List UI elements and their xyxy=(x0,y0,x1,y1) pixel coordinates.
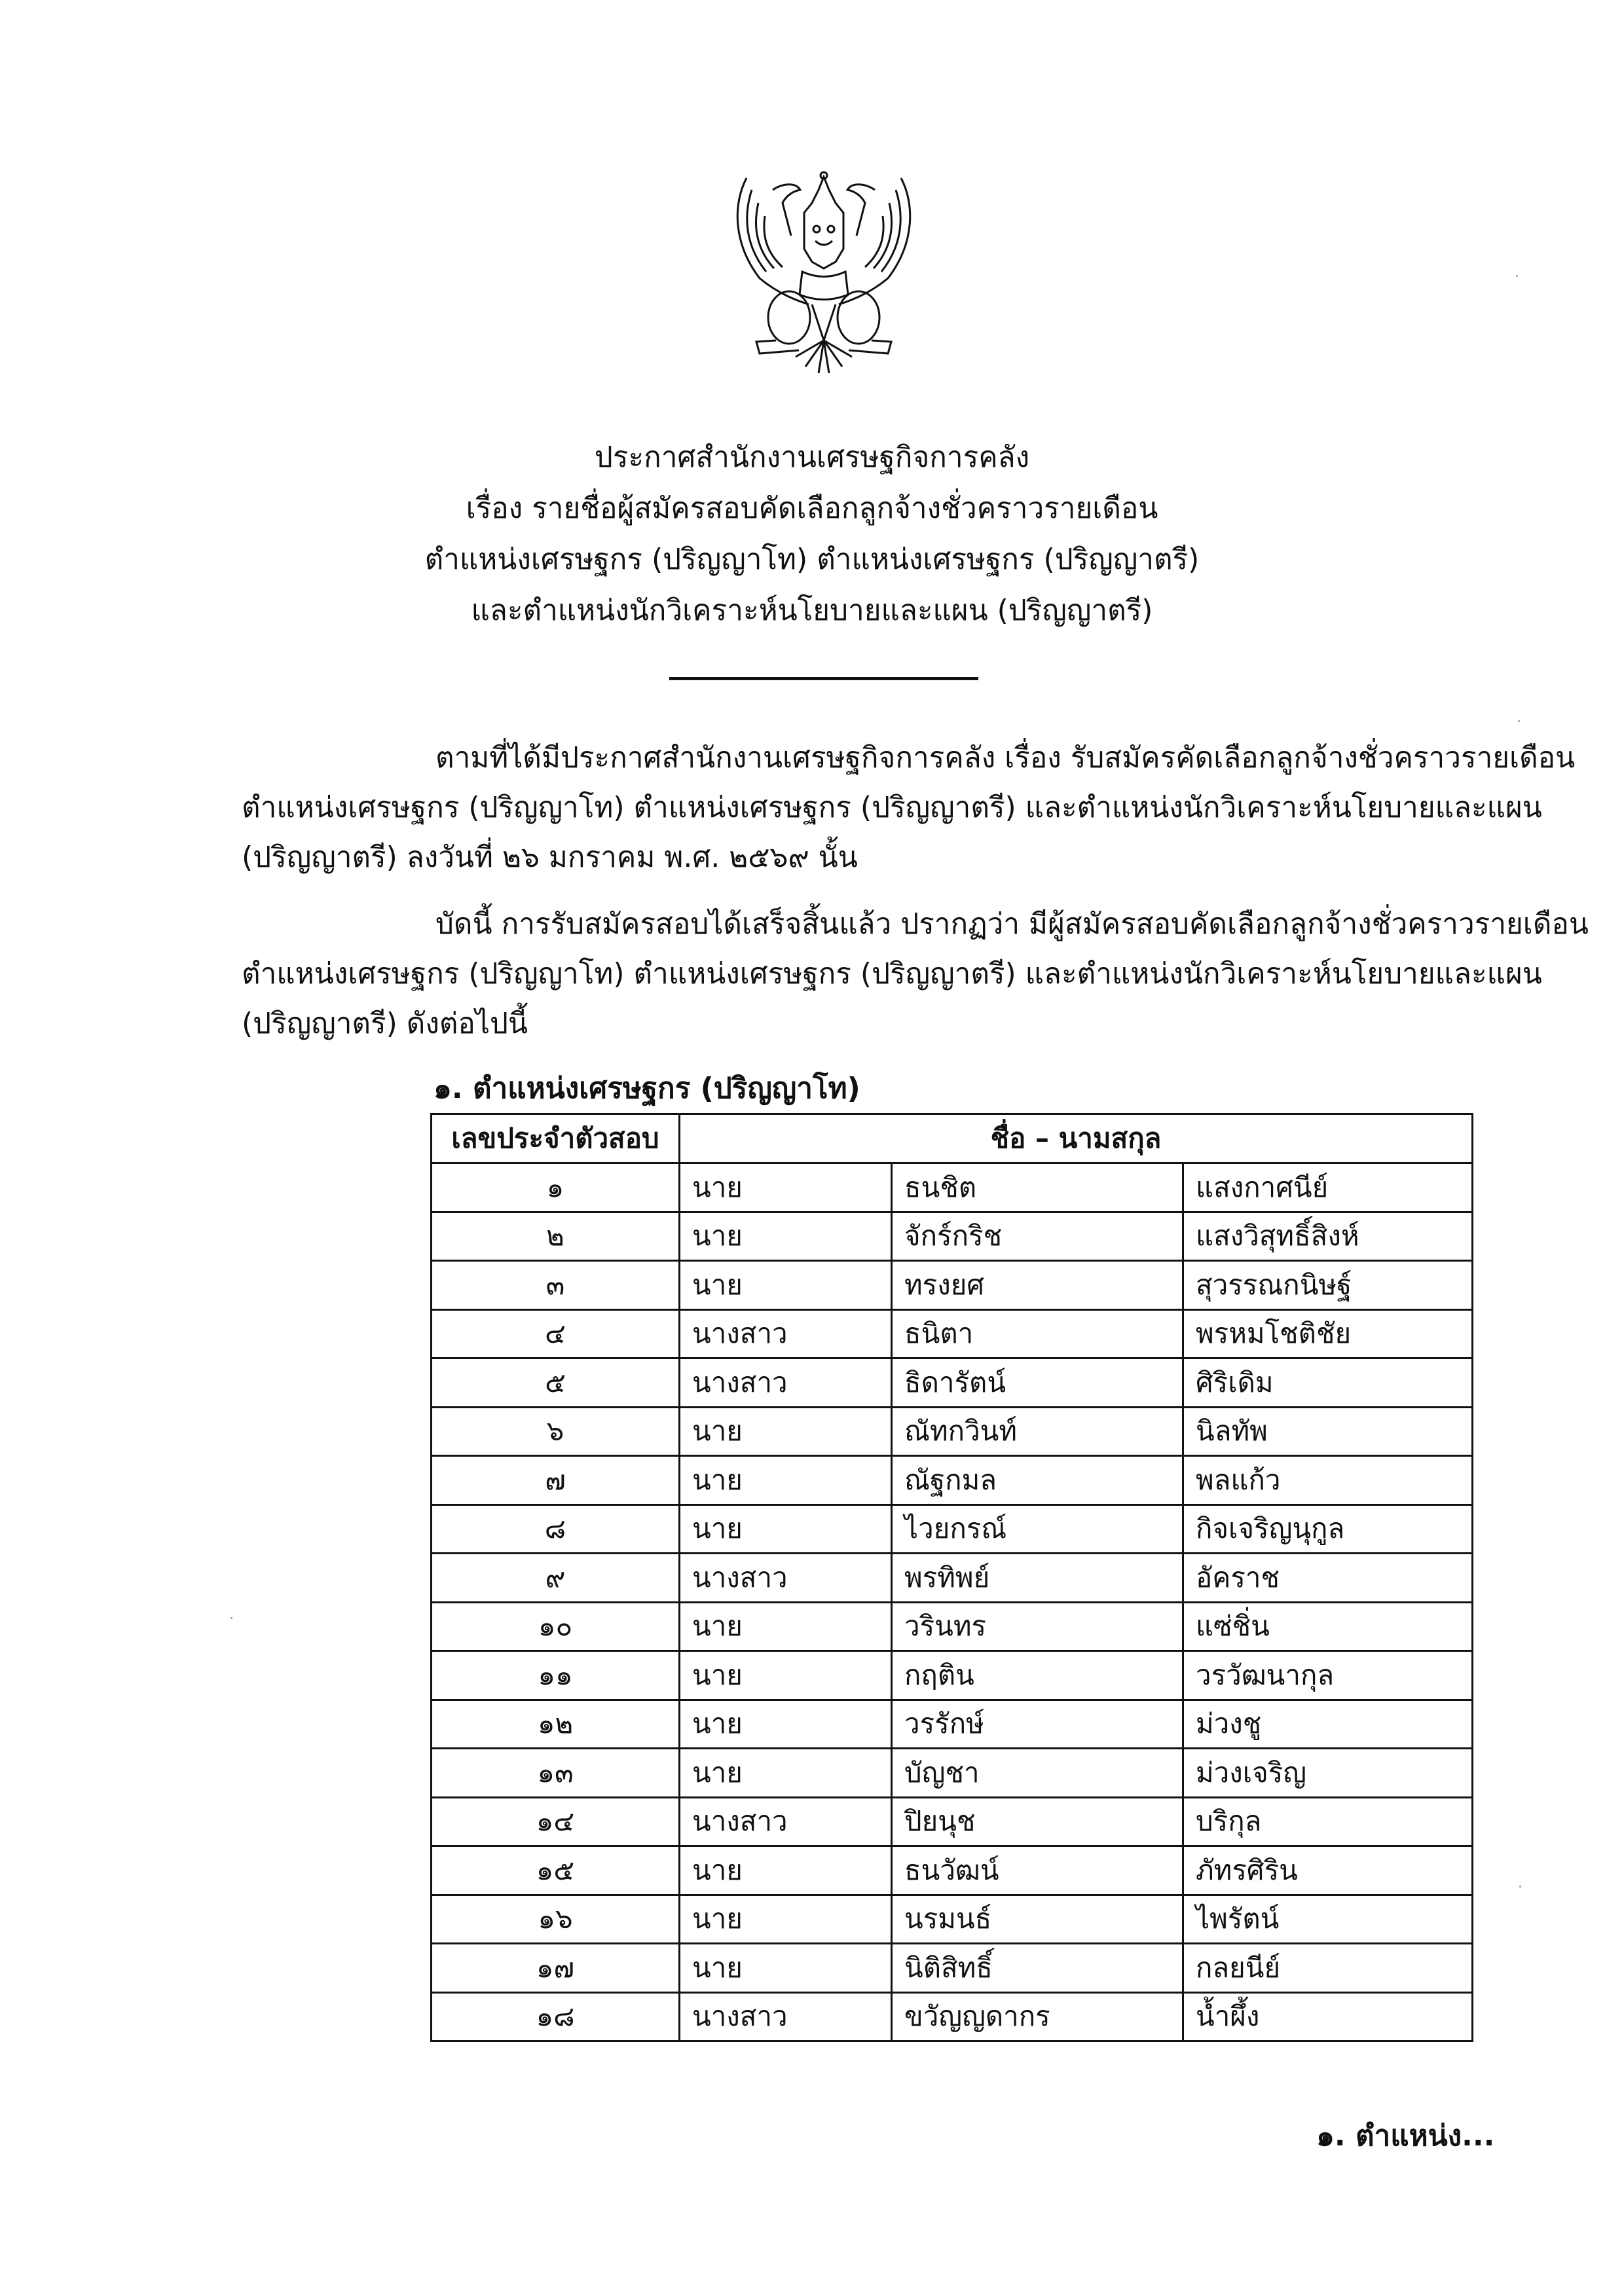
continued-next-page: ๑. ตำแหน่ง... xyxy=(1316,2119,1495,2153)
table-row xyxy=(432,1407,1473,1456)
exam-id-cell: ๑๗ xyxy=(432,1944,680,1993)
scan-speck xyxy=(231,1617,232,1619)
table-row xyxy=(432,1554,1473,1603)
title-prefix-cell: นาย xyxy=(680,1846,892,1895)
first-name-cell: วรินทร xyxy=(892,1602,1183,1651)
title-prefix-cell: นาย xyxy=(680,1407,892,1456)
paragraph-line: ตำแหน่งเศรษฐกร (ปริญญาโท) ตำแหน่งเศรษฐกร (ปริญญาตรี) และตำแหน่งนักวิเคราะห์นโยบายและแผน xyxy=(242,791,1542,824)
applicant-table xyxy=(430,1113,1473,2042)
title-prefix-cell: นางสาว xyxy=(680,1797,892,1846)
exam-id-cell: ๘ xyxy=(432,1504,680,1554)
table-row xyxy=(432,1700,1473,1749)
table-row xyxy=(432,1456,1473,1505)
exam-id-cell: ๗ xyxy=(432,1456,680,1505)
paragraph-line: (ปริญญาตรี) ดังต่อไปนี้ xyxy=(242,1007,528,1040)
first-name-cell: วรรักษ์ xyxy=(892,1700,1183,1749)
table-row xyxy=(432,1309,1473,1358)
paragraph-line: ตามที่ได้มีประกาศสำนักงานเศรษฐกิจการคลัง เรื่อง รับสมัครคัดเลือกลูกจ้างชั่วคราวรายเดือน xyxy=(435,741,1576,774)
last-name-cell: สุวรรณกนิษฐ์ xyxy=(1183,1261,1473,1310)
title-prefix-cell: นาย xyxy=(680,1261,892,1310)
last-name-cell: วรวัฒนากุล xyxy=(1183,1651,1473,1700)
exam-id-cell: ๕ xyxy=(432,1358,680,1408)
table-row xyxy=(432,1846,1473,1895)
first-name-cell: ขวัญญดากร xyxy=(892,1992,1183,2041)
last-name-cell: แซ่ชิ่น xyxy=(1183,1602,1473,1651)
table-row xyxy=(432,1504,1473,1554)
last-name-cell: ภัทรศิริน xyxy=(1183,1846,1473,1895)
section-heading: ๑. ตำแหน่งเศรษฐกร (ปริญญาโท) xyxy=(434,1072,860,1105)
exam-id-cell: ๑๑ xyxy=(432,1651,680,1700)
scan-speck xyxy=(1518,720,1520,722)
first-name-cell: ปิยนุช xyxy=(892,1797,1183,1846)
exam-id-cell: ๖ xyxy=(432,1407,680,1456)
exam-id-cell: ๙ xyxy=(432,1554,680,1603)
title-line-subject: เรื่อง รายชื่อผู้สมัครสอบคัดเลือกลูกจ้างชั่วคราวรายเดือน xyxy=(466,492,1158,525)
exam-id-cell: ๓ xyxy=(432,1261,680,1310)
first-name-cell: ธนวัฒน์ xyxy=(892,1846,1183,1895)
table-row xyxy=(432,1212,1473,1261)
title-prefix-cell: นาย xyxy=(680,1651,892,1700)
last-name-cell: นิลทัพ xyxy=(1183,1407,1473,1456)
title-line-3: ตำแหน่งเศรษฐกร (ปริญญาโท) ตำแหน่งเศรษฐกร (ปริญญาตรี) xyxy=(424,543,1200,576)
announcement-title xyxy=(0,432,1624,636)
first-name-cell: นิติสิทธิ์ xyxy=(892,1944,1183,1993)
paragraph-line: (ปริญญาตรี) ลงวันที่ ๒๖ มกราคม พ.ศ. ๒๕๖๙ นั้น xyxy=(242,841,858,874)
last-name-cell: แสงวิสุทธิ์สิงห์ xyxy=(1183,1212,1473,1261)
exam-id-cell: ๑๖ xyxy=(432,1895,680,1944)
exam-id-cell: ๑๐ xyxy=(432,1602,680,1651)
header-full-name: ชื่อ – นามสกุล xyxy=(680,1114,1473,1163)
exam-id-cell: ๑๓ xyxy=(432,1749,680,1798)
table-row xyxy=(432,1261,1473,1310)
exam-id-cell: ๑๘ xyxy=(432,1992,680,2041)
exam-id-cell: ๑๕ xyxy=(432,1846,680,1895)
title-prefix-cell: นาย xyxy=(680,1944,892,1993)
table-row xyxy=(432,1749,1473,1798)
title-divider xyxy=(669,677,978,680)
title-prefix-cell: นาย xyxy=(680,1700,892,1749)
scan-speck xyxy=(1516,275,1518,277)
first-name-cell: ธนิตา xyxy=(892,1309,1183,1358)
first-name-cell: พรทิพย์ xyxy=(892,1554,1183,1603)
scan-speck xyxy=(1519,1886,1521,1887)
title-prefix-cell: นางสาว xyxy=(680,1992,892,2041)
table-row xyxy=(432,1797,1473,1846)
first-name-cell: บัญชา xyxy=(892,1749,1183,1798)
title-line-4: และตำแหน่งนักวิเคราะห์นโยบายและแผน (ปริญญาตรี) xyxy=(471,594,1153,627)
last-name-cell: ศิริเดิม xyxy=(1183,1358,1473,1408)
first-name-cell: ไวยกรณ์ xyxy=(892,1504,1183,1554)
exam-id-cell: ๑๔ xyxy=(432,1797,680,1846)
exam-id-cell: ๔ xyxy=(432,1309,680,1358)
last-name-cell: แสงกาศนีย์ xyxy=(1183,1163,1473,1212)
title-prefix-cell: นาย xyxy=(680,1163,892,1212)
first-name-cell: ธิดารัตน์ xyxy=(892,1358,1183,1408)
last-name-cell: ไพรัตน์ xyxy=(1183,1895,1473,1944)
header-exam-id: เลขประจำตัวสอบ xyxy=(432,1114,680,1163)
first-name-cell: ทรงยศ xyxy=(892,1261,1183,1310)
last-name-cell: น้ำผึ้ง xyxy=(1183,1992,1473,2041)
first-name-cell: นรมนธ์ xyxy=(892,1895,1183,1944)
paragraph-reference xyxy=(242,733,1576,883)
title-prefix-cell: นาย xyxy=(680,1212,892,1261)
table-row xyxy=(432,1163,1473,1212)
paragraph-result xyxy=(242,900,1589,1049)
table-row xyxy=(432,1895,1473,1944)
first-name-cell: ณัทกวินท์ xyxy=(892,1407,1183,1456)
paragraph-line: ตำแหน่งเศรษฐกร (ปริญญาโท) ตำแหน่งเศรษฐกร (ปริญญาตรี) และตำแหน่งนักวิเคราะห์นโยบายและแผน xyxy=(242,957,1542,991)
title-prefix-cell: นาย xyxy=(680,1895,892,1944)
paragraph-line: บัดนี้ การรับสมัครสอบได้เสร็จสิ้นแล้ว ปรากฏว่า มีผู้สมัครสอบคัดเลือกลูกจ้างชั่วคราวรายเดือน xyxy=(435,907,1589,941)
title-line-1: ประกาศสำนักงานเศรษฐกิจการคลัง xyxy=(594,441,1030,474)
title-prefix-cell: นาย xyxy=(680,1602,892,1651)
title-prefix-cell: นาย xyxy=(680,1456,892,1505)
table-row xyxy=(432,1602,1473,1651)
garuda-emblem-icon xyxy=(720,164,927,380)
last-name-cell: กลยนีย์ xyxy=(1183,1944,1473,1993)
table-row xyxy=(432,1992,1473,2041)
first-name-cell: ธนชิต xyxy=(892,1163,1183,1212)
last-name-cell: อัคราช xyxy=(1183,1554,1473,1603)
last-name-cell: บริกุล xyxy=(1183,1797,1473,1846)
last-name-cell: พลแก้ว xyxy=(1183,1456,1473,1505)
table-row xyxy=(432,1651,1473,1700)
table-row xyxy=(432,1358,1473,1408)
title-prefix-cell: นางสาว xyxy=(680,1554,892,1603)
table-row xyxy=(432,1944,1473,1993)
first-name-cell: ณัฐกมล xyxy=(892,1456,1183,1505)
exam-id-cell: ๒ xyxy=(432,1212,680,1261)
title-prefix-cell: นาย xyxy=(680,1749,892,1798)
exam-id-cell: ๑ xyxy=(432,1163,680,1212)
first-name-cell: จักร์กริช xyxy=(892,1212,1183,1261)
exam-id-cell: ๑๒ xyxy=(432,1700,680,1749)
title-prefix-cell: นาย xyxy=(680,1504,892,1554)
table-header-row xyxy=(432,1114,1473,1163)
last-name-cell: พรหมโชติชัย xyxy=(1183,1309,1473,1358)
last-name-cell: ม่วงเจริญ xyxy=(1183,1749,1473,1798)
last-name-cell: ม่วงชู xyxy=(1183,1700,1473,1749)
last-name-cell: กิจเจริญนุกูล xyxy=(1183,1504,1473,1554)
first-name-cell: กฤติน xyxy=(892,1651,1183,1700)
title-prefix-cell: นางสาว xyxy=(680,1309,892,1358)
title-prefix-cell: นางสาว xyxy=(680,1358,892,1408)
